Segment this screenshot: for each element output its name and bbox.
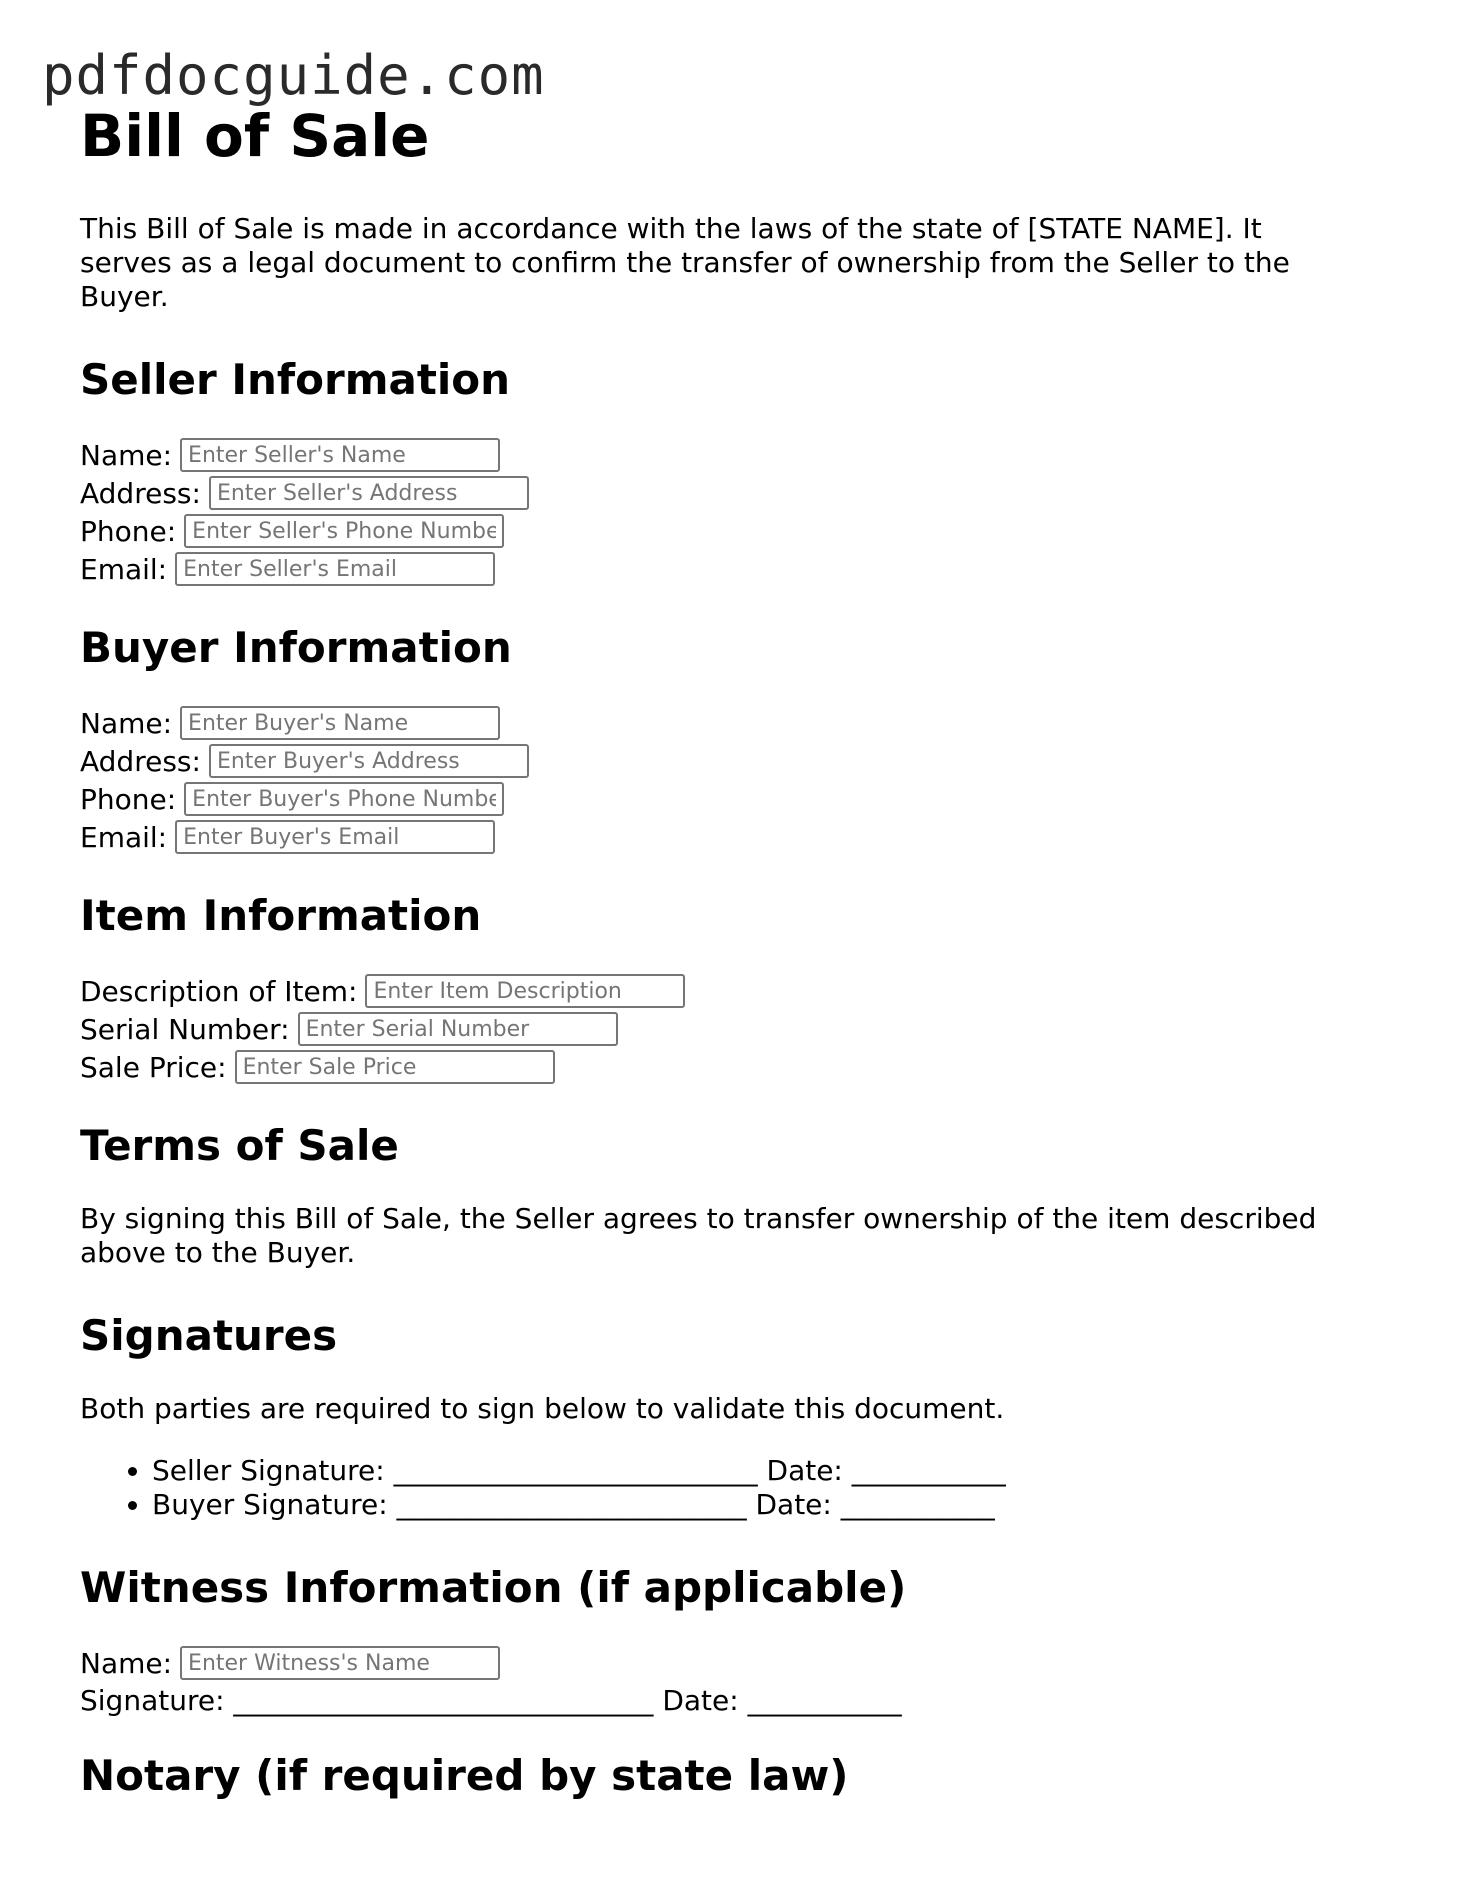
serial-number-label: Serial Number: bbox=[80, 1012, 290, 1046]
seller-email-label: Email: bbox=[80, 552, 168, 586]
seller-address-label: Address: bbox=[80, 476, 201, 510]
document-title: Bill of Sale bbox=[80, 102, 430, 170]
buyer-phone-row bbox=[80, 780, 1360, 818]
buyer-phone-input[interactable] bbox=[184, 782, 504, 816]
buyer-name-input[interactable] bbox=[180, 706, 500, 740]
witness-heading: Witness Information (if applicable) bbox=[80, 1563, 907, 1612]
seller-address-input[interactable] bbox=[209, 476, 529, 510]
seller-email-input[interactable] bbox=[175, 552, 495, 586]
seller-heading: Seller Information bbox=[80, 355, 511, 404]
buyer-signature-line: • Buyer Signature: _________________________ Date: ___________ bbox=[152, 1488, 1360, 1522]
sale-price-label: Sale Price: bbox=[80, 1050, 227, 1084]
item-description-label: Description of Item: bbox=[80, 974, 358, 1008]
document-body bbox=[80, 100, 1360, 1832]
buyer-email-input[interactable] bbox=[175, 820, 495, 854]
watermark-text: pdfdocguide.com bbox=[42, 44, 545, 107]
seller-phone-label: Phone: bbox=[80, 514, 177, 548]
buyer-section bbox=[80, 622, 1360, 856]
seller-phone-input[interactable] bbox=[184, 514, 504, 548]
sale-price-input[interactable] bbox=[235, 1050, 555, 1084]
seller-section bbox=[80, 354, 1360, 588]
seller-name-input[interactable] bbox=[180, 438, 500, 472]
seller-name-row bbox=[80, 436, 1360, 474]
sale-price-row bbox=[80, 1048, 1360, 1086]
seller-name-label: Name: bbox=[80, 438, 173, 472]
buyer-email-row bbox=[80, 818, 1360, 856]
intro-paragraph: This Bill of Sale is made in accordance with the laws of the state of [STATE NAME]. It serves as a legal document to confirm the transfer of ownership from the Seller to the Buyer. bbox=[80, 212, 1290, 313]
witness-name-row bbox=[80, 1644, 1360, 1682]
item-description-row bbox=[80, 972, 1360, 1010]
buyer-phone-label: Phone: bbox=[80, 782, 177, 816]
serial-number-row bbox=[80, 1010, 1360, 1048]
buyer-address-label: Address: bbox=[80, 744, 201, 778]
signatures-heading: Signatures bbox=[80, 1311, 338, 1360]
terms-paragraph: By signing this Bill of Sale, the Seller agrees to transfer ownership of the item described above to the Buyer. bbox=[80, 1202, 1317, 1269]
signature-list bbox=[80, 1454, 1360, 1522]
buyer-heading: Buyer Information bbox=[80, 623, 512, 672]
witness-name-label: Name: bbox=[80, 1646, 173, 1680]
buyer-email-label: Email: bbox=[80, 820, 168, 854]
seller-address-row bbox=[80, 474, 1360, 512]
seller-signature-line: • Seller Signature: __________________________ Date: ___________ bbox=[152, 1454, 1360, 1488]
witness-signature-line: Signature: ______________________________ Date: ___________ bbox=[80, 1684, 902, 1717]
buyer-name-row bbox=[80, 704, 1360, 742]
notary-heading: Notary (if required by state law) bbox=[80, 1751, 849, 1800]
serial-number-input[interactable] bbox=[298, 1012, 618, 1046]
terms-heading: Terms of Sale bbox=[80, 1121, 399, 1170]
witness-name-input[interactable] bbox=[180, 1646, 500, 1680]
seller-email-row bbox=[80, 550, 1360, 588]
seller-phone-row bbox=[80, 512, 1360, 550]
buyer-name-label: Name: bbox=[80, 706, 173, 740]
buyer-address-input[interactable] bbox=[209, 744, 529, 778]
item-heading: Item Information bbox=[80, 891, 482, 940]
buyer-address-row bbox=[80, 742, 1360, 780]
item-description-input[interactable] bbox=[365, 974, 685, 1008]
signatures-paragraph: Both parties are required to sign below to validate this document. bbox=[80, 1392, 1005, 1425]
item-section bbox=[80, 890, 1360, 1086]
